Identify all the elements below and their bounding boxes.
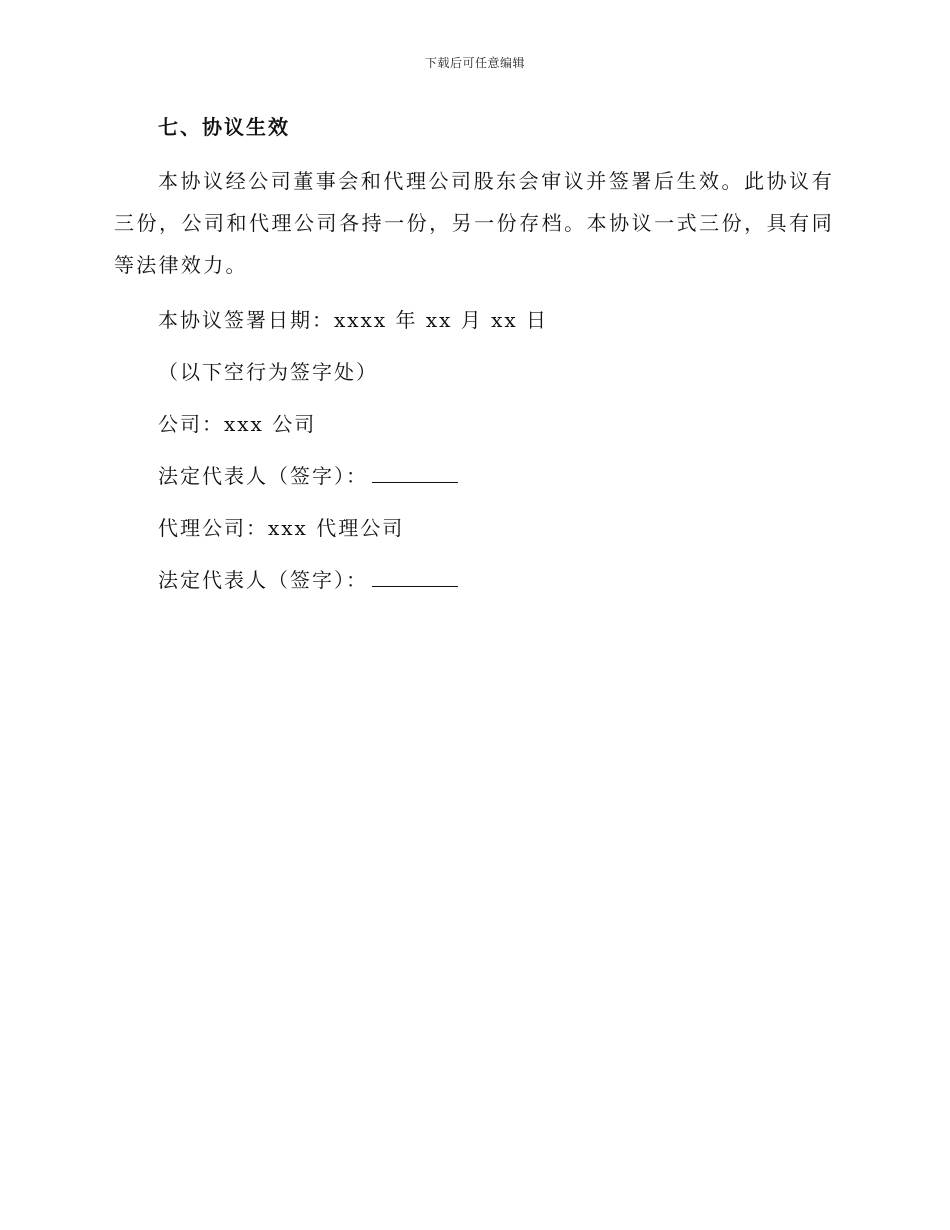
signature-note: （以下空行为签字处） <box>158 360 378 384</box>
page-header: 下载后可任意编辑 <box>424 56 525 70</box>
company-signature-blank <box>372 464 458 483</box>
company-line: 公司：xxx 公司 <box>158 412 317 436</box>
agent-signature-blank <box>372 568 458 587</box>
agent-representative-label: 法定代表人（签字）： <box>158 568 368 592</box>
company-representative-label: 法定代表人（签字）： <box>158 464 368 488</box>
document-body <box>114 110 834 606</box>
section-title: 七、协议生效 <box>158 115 290 139</box>
agreement-effective-paragraph: 本协议经公司董事会和代理公司股东会审议并签署后生效。此协议有三份，公司和代理公司各持一份，另一份存档。本协议一式三份，具有同等法律效力。 <box>114 169 834 277</box>
agent-representative-line <box>114 554 834 606</box>
company-representative-line <box>114 450 834 502</box>
agent-company-line: 代理公司：xxx 代理公司 <box>158 516 405 540</box>
sign-date-line: 本协议签署日期：xxxx 年 xx 月 xx 日 <box>158 308 549 332</box>
